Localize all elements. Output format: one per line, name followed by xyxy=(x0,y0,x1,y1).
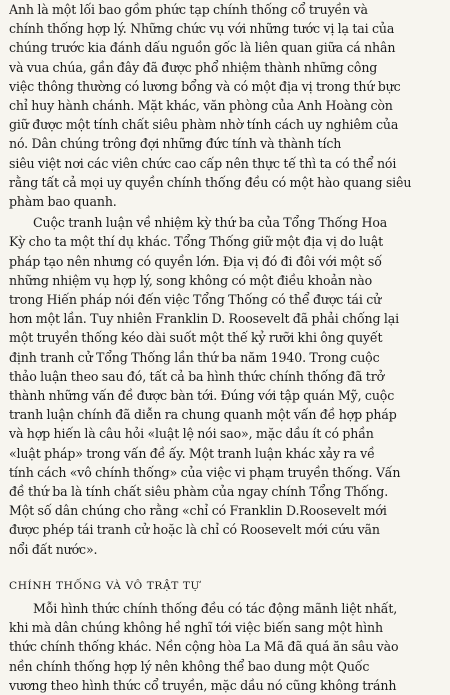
section-heading: CHÍNH THỐNG VÀ VÔ TRẬT TỰ xyxy=(9,579,201,592)
text-line: trong Hiến pháp nói đến việc Tổng Thống có thể được tái cử xyxy=(9,292,382,308)
text-line: «luật pháp» trong vấn đề ấy. Một tranh luận khác xảy ra về xyxy=(9,445,375,461)
text-line: nó. Dân chúng trông đợi những đức tính và thành tích xyxy=(9,136,342,152)
text-line: nền chính thống hợp lý nên không thể bao dung một Quốc xyxy=(9,658,370,674)
text-line: pháp tạo nên nhưng có quyền lớn. Địa vị đó đi đôi với một số xyxy=(9,253,382,269)
text-line: chúng trước kia đánh dấu nguồn gốc là liên quan giữa cá nhân xyxy=(9,40,396,56)
text-line: tính cách «vô chính thống» của việc vi phạm truyền thống. Vấn xyxy=(9,464,401,480)
text-line: thảo luận theo sau đó, tất cả ba hình thức chính thống đã trở xyxy=(9,368,385,384)
text-line: siêu việt nơi các viên chức cao cấp nên thực tế thì ta có thể nói xyxy=(9,155,397,171)
text-line: Mỗi hình thức chính thống đều có tác động mãnh liệt nhất, xyxy=(33,600,398,616)
text-line: được phép tái tranh cử hoặc là chỉ có Roosevelt mới cứu vãn xyxy=(9,522,380,538)
text-line: giữ được một tính chất siêu phàm nhờ tính cách uy nghiêm của xyxy=(9,117,399,133)
text-line: Một số dân chúng cho rằng «chỉ có Franklin D.Roosevelt mới xyxy=(9,503,387,519)
text-line: việc thông thường có lương bổng và có một địa vị trong thứ bực xyxy=(9,78,401,94)
paragraph-2 xyxy=(9,213,444,559)
text-line: khi mà dân chúng không hề nghĩ tới việc biến sang một hình xyxy=(9,620,383,636)
text-line: và hợp hiến là câu hỏi «luật lệ nói sao», mặc dầu ít có phần xyxy=(9,426,374,442)
text-line: đề thứ ba là tính chất siêu phàm của ngay chính Tổng Thống. xyxy=(9,484,389,500)
text-line: một truyền thống kéo dài suốt một thế kỷ rưỡi khi ông quyết xyxy=(9,330,383,346)
text-line: Kỳ cho ta một thí dụ khác. Tổng Thống giữ một địa vị do luật xyxy=(9,234,384,250)
text-line: phàm bao quanh. xyxy=(9,194,117,210)
text-line: chỉ huy hành chánh. Mặt khác, văn phòng của Anh Hoàng còn xyxy=(9,98,393,114)
text-line: thành những vấn đề được bàn tới. Đúng với tập quán Mỹ, cuộc xyxy=(9,388,395,404)
text-line: tranh luận chính đã diễn ra chung quanh một vấn đề hợp pháp xyxy=(9,407,397,423)
text-line: chính thống hợp lý. Những chức vụ với những tước vị lạ tai của xyxy=(9,21,395,37)
text-line: Anh là một lối bao gồm phức tạp chính thống cổ truyền và xyxy=(9,2,368,17)
text-line: và vua chúa, gần đây đã được phổ nhiệm thành những công xyxy=(9,59,378,75)
text-line: Cuộc tranh luận về nhiệm kỳ thứ ba của Tổng Thống Hoa xyxy=(33,215,388,231)
text-line: vương theo hình thức cổ truyền, mặc dầu nó cũng không tránh xyxy=(9,677,397,693)
text-line: những nhiệm vụ hợp lý, song không có một điều khoản nào xyxy=(9,272,373,288)
text-line: định tranh cử Tổng Thống lần thứ ba năm 1940. Trong cuộc xyxy=(9,349,380,365)
text-line: hơn một lần. Tuy nhiên Franklin D. Roosevelt đã phải chống lại xyxy=(9,311,399,327)
paragraph-1 xyxy=(9,0,444,211)
text-line: thức chính thống khác. Nền cộng hòa La Mã đã quá ăn sâu vào xyxy=(9,639,399,655)
text-line: nổi đất nước». xyxy=(9,541,98,557)
paragraph-3 xyxy=(9,599,444,695)
text-line: rằng tất cả mọi uy quyền chính thống đều có một hào quang siêu xyxy=(9,174,412,190)
